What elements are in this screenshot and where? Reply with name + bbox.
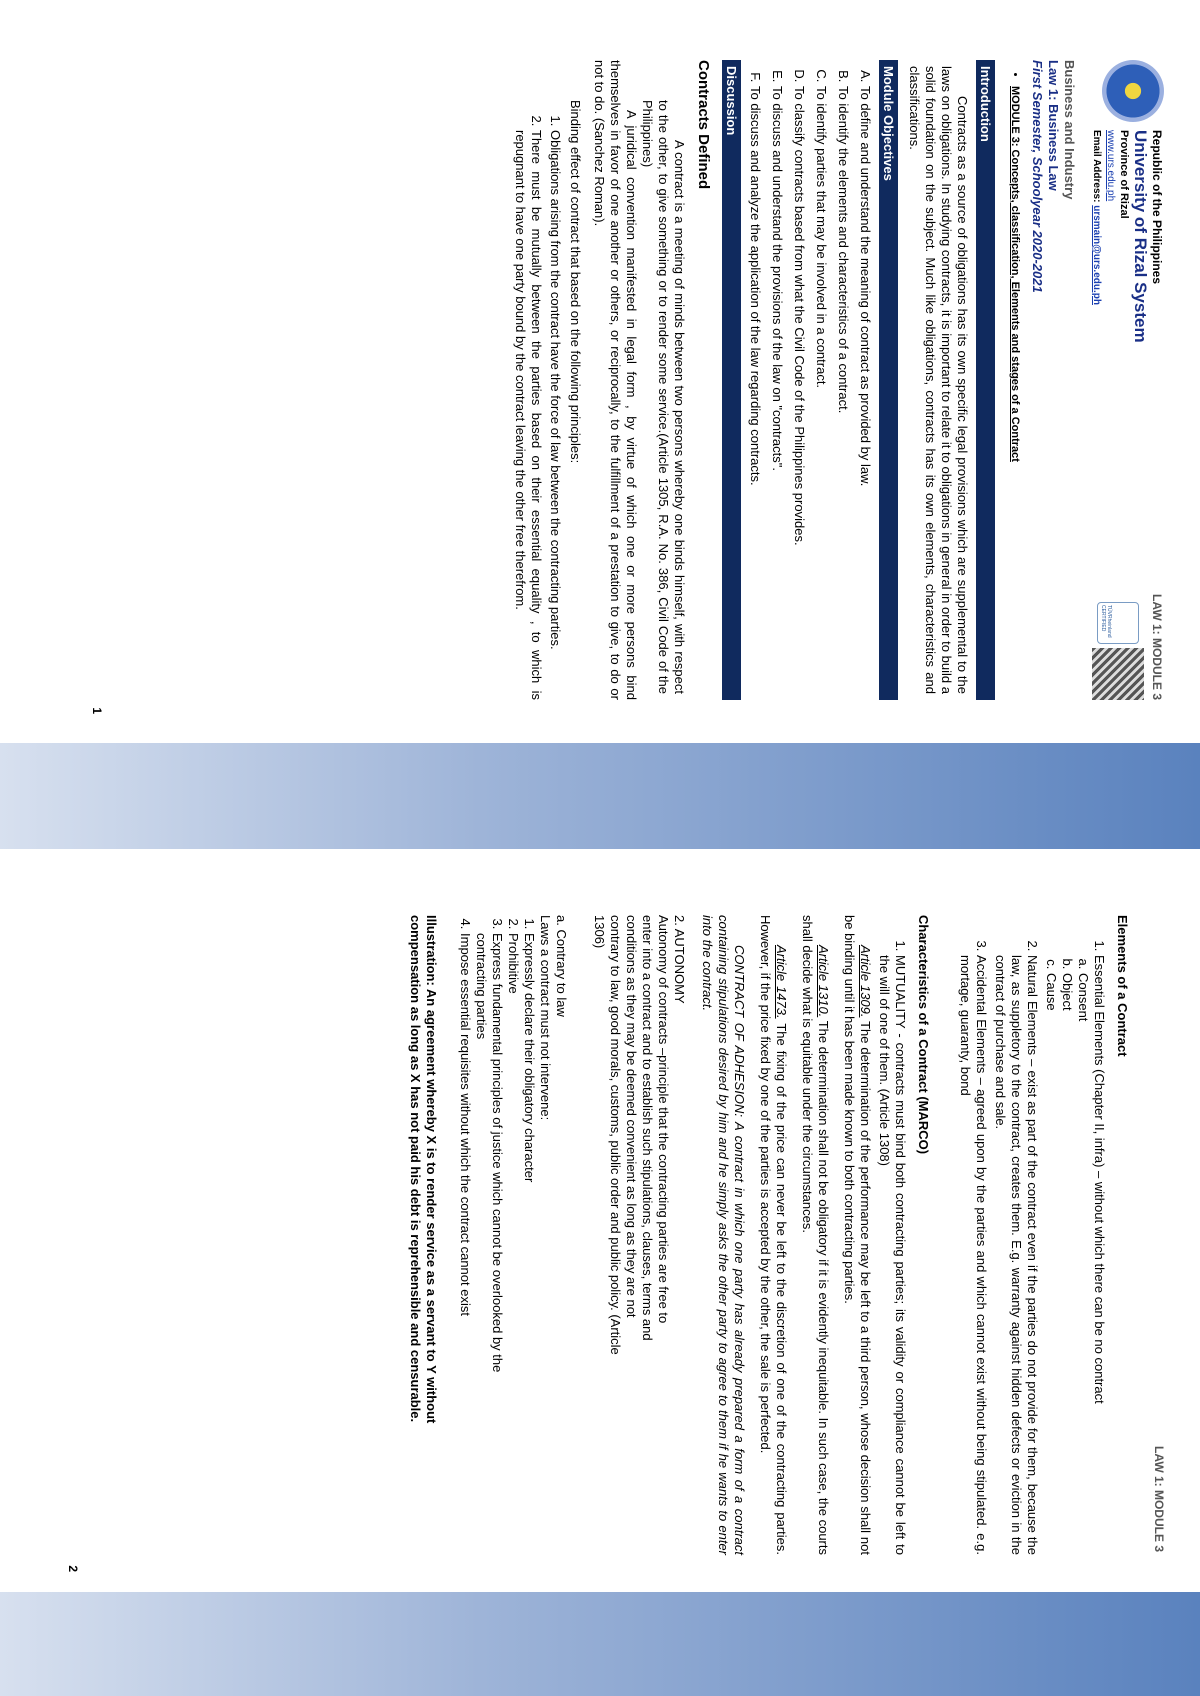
objectives-list	[747, 60, 873, 700]
email-label: Email Address:	[1091, 130, 1102, 203]
article-1473-label: Article 1473.	[774, 945, 789, 1019]
introduction-heading: Introduction	[976, 60, 995, 700]
essential-elements-text: Essential Elements (Chapter II, infra) – without which there can be no contract	[1092, 955, 1107, 1404]
page-number: 1	[90, 707, 104, 714]
mutuality-item: 1. MUTUALITY - contracts must bind both contracting parties; its validity or compliance cannot be left to the will of one of them. (Article 1308)	[876, 955, 908, 1555]
contracts-defined-heading: Contracts Defined	[695, 60, 712, 190]
contract-definition: A contract is a meeting of minds between two persons whereby one binds himself, with respect to the other, to give something or to render some service.(Article 1305, R.A. No. 386, Civil Code of the Philippines)	[640, 100, 687, 694]
article-1473-text: The fixing of the price can never be left to the discretion of one of the contracting parties. However, if the price fixed by one of the parties is accepted by the other, the sale is perfected.	[758, 915, 789, 1555]
objective-item: C. To identify parties that may be involved in a contract.	[813, 86, 829, 700]
qr-code-icon	[1092, 648, 1144, 700]
email-link[interactable]: ursmain@urs.edu.ph	[1091, 205, 1102, 305]
page-number: 2	[66, 1565, 80, 1572]
module-title: • MODULE 3: Concepts, classification, Elements and stages of a Contract	[1009, 86, 1021, 700]
objective-item: A. To define and understand the meaning of contract as provided by law.	[857, 86, 873, 700]
module-objectives-heading: Module Objectives	[879, 60, 898, 700]
objective-item: E. To discuss and understand the provisions of the law on "contracts".	[769, 86, 785, 700]
article-1310-label: Article 1310.	[816, 945, 831, 1018]
contrary-item: 3. Express fundamental principles of justice which cannot be overlooked by the contracting parties	[473, 933, 505, 1373]
principles-list	[512, 60, 563, 700]
characteristics-heading: Characteristics of a Contract (MARCO)	[916, 915, 931, 1155]
discussion-heading: Discussion	[722, 60, 741, 700]
elements-list	[957, 915, 1107, 1555]
province-text: Province of Rizal	[1118, 130, 1130, 219]
characteristics-list	[876, 915, 908, 1555]
introduction-text: Contracts as a source of obligations has its own specific legal provisions which are supplemental to the laws on obligations. In studying contracts, it is important to relate it to obligations in general in order to build a solid foundation on the subject. Much like obligations, contracts has its own elements, characteristics and classifications.	[907, 66, 970, 694]
essential-sub-item: b. Object	[1059, 973, 1075, 1555]
certification-badge-icon	[1097, 602, 1139, 644]
running-header: LAW 1: MODULE 3	[1150, 593, 1164, 700]
website-link[interactable]: www.urs.edu.ph	[1105, 130, 1116, 202]
article-1309-label: Article 1309.	[858, 945, 873, 1018]
element-item: 2. Natural Elements – exist as part of the contract even if the parties do not provide for them, because the law, as suppletory to the contract, creates them. E.g. warranty against hidden defects or eviction in the contract of purchase and sale.	[992, 955, 1040, 1555]
page-2	[0, 849, 1200, 1592]
page-1	[0, 0, 1200, 740]
elements-heading: Elements of a Contract	[1115, 915, 1130, 1057]
essential-sub-item: c. Cause	[1043, 973, 1059, 1555]
element-item: 3. Accidental Elements – agreed upon by the parties and which cannot exist without being stipulated. e.g. mortage, guaranty, bond	[957, 955, 989, 1555]
juridical-definition: A juridical convention manifested in legal form , by virtue of which one or more persons bind themselves in favor of one another or others, or reciprocally, to the fulfillment of a prestation to give, to do or not to do. (Sanchez Roman).	[592, 60, 639, 700]
article-1310	[799, 915, 831, 1555]
cert-text: TÜVRheinland CERTIFIED	[1100, 605, 1112, 638]
principle-item: 2. There must be mutually between the parties based on their essential equality , to which is repugnant to have one party bound by the contract leaving the other free therefrom.	[512, 130, 544, 700]
republic-text: Republic of the Philippines	[1150, 130, 1164, 285]
term-text: First Semester, Schoolyear 2020-2021	[1030, 60, 1045, 293]
objective-item: B. To identify the elements and characteristics of a contract.	[835, 86, 851, 700]
running-header: LAW 1: MODULE 3	[1152, 1445, 1166, 1552]
contrary-item: 4. Impose essential requisites without which the contract cannot exist	[457, 933, 473, 1555]
objective-item: F. To discuss and analyze the application of the law regarding contracts.	[747, 86, 763, 700]
autonomy-label: 2. AUTONOMY	[672, 915, 687, 1004]
article-1310-text: The determination shall not be obligatory if it is evidently inequitable. In such case, the courts shall decide what is equitable under the circumstances.	[800, 915, 831, 1555]
principle-item: 1. Obligations arising from the contract have the force of law between the contracting parties.	[547, 130, 563, 700]
contrary-intro: Laws a contract must not intervene:	[538, 915, 553, 1121]
essential-sub-item: a. Consent	[1075, 973, 1091, 1555]
binding-intro: Binding effect of contract that based on the following principles:	[568, 100, 583, 464]
university-name: University of Rizal System	[1131, 130, 1150, 343]
contrary-to-law-label: a. Contrary to law	[554, 915, 569, 1017]
element-item	[1043, 955, 1107, 1555]
illustration-text: Illustration: An agreement whereby X is to render service as a servant to Y without compensation as long as X has not paid his debt is reprehensible and censurable.	[408, 915, 439, 1424]
article-1309-text: The determination of the performance may be left to a third person, whose decision shall not be binding until it has been made known to both contracting parties.	[842, 915, 873, 1555]
university-seal-logo	[1102, 60, 1164, 122]
course-text: Law 1: Business Law	[1046, 60, 1061, 191]
objective-item: D. To classify contracts based from what the Civil Code of the Philippines provides.	[791, 86, 807, 700]
department-text: Business and Industry	[1062, 60, 1077, 200]
autonomy-text: Autonomy of contracts –principle that the contracting parties are free to enter into a contract and to establish such stipulations, clauses, terms and conditions as they may be deemed convenient as long as they are not contrary to law, good morals, customs, public order and public policy. (Article 1306)	[592, 915, 671, 1355]
contrary-item: 1. Expressly declare their obligatory character	[521, 933, 537, 1555]
contrary-item: 2. Prohibitive	[505, 933, 521, 1555]
article-1309	[841, 915, 873, 1555]
contrary-list	[457, 915, 537, 1555]
contract-of-adhesion: CONTRACT OF ADHESION: A contract in which one party has already prepared a form of a contract containing stipulations desired by him and he simply asks the other party to agree to them if he wants to enter into the contract.	[700, 915, 747, 1555]
article-1473	[757, 915, 789, 1555]
